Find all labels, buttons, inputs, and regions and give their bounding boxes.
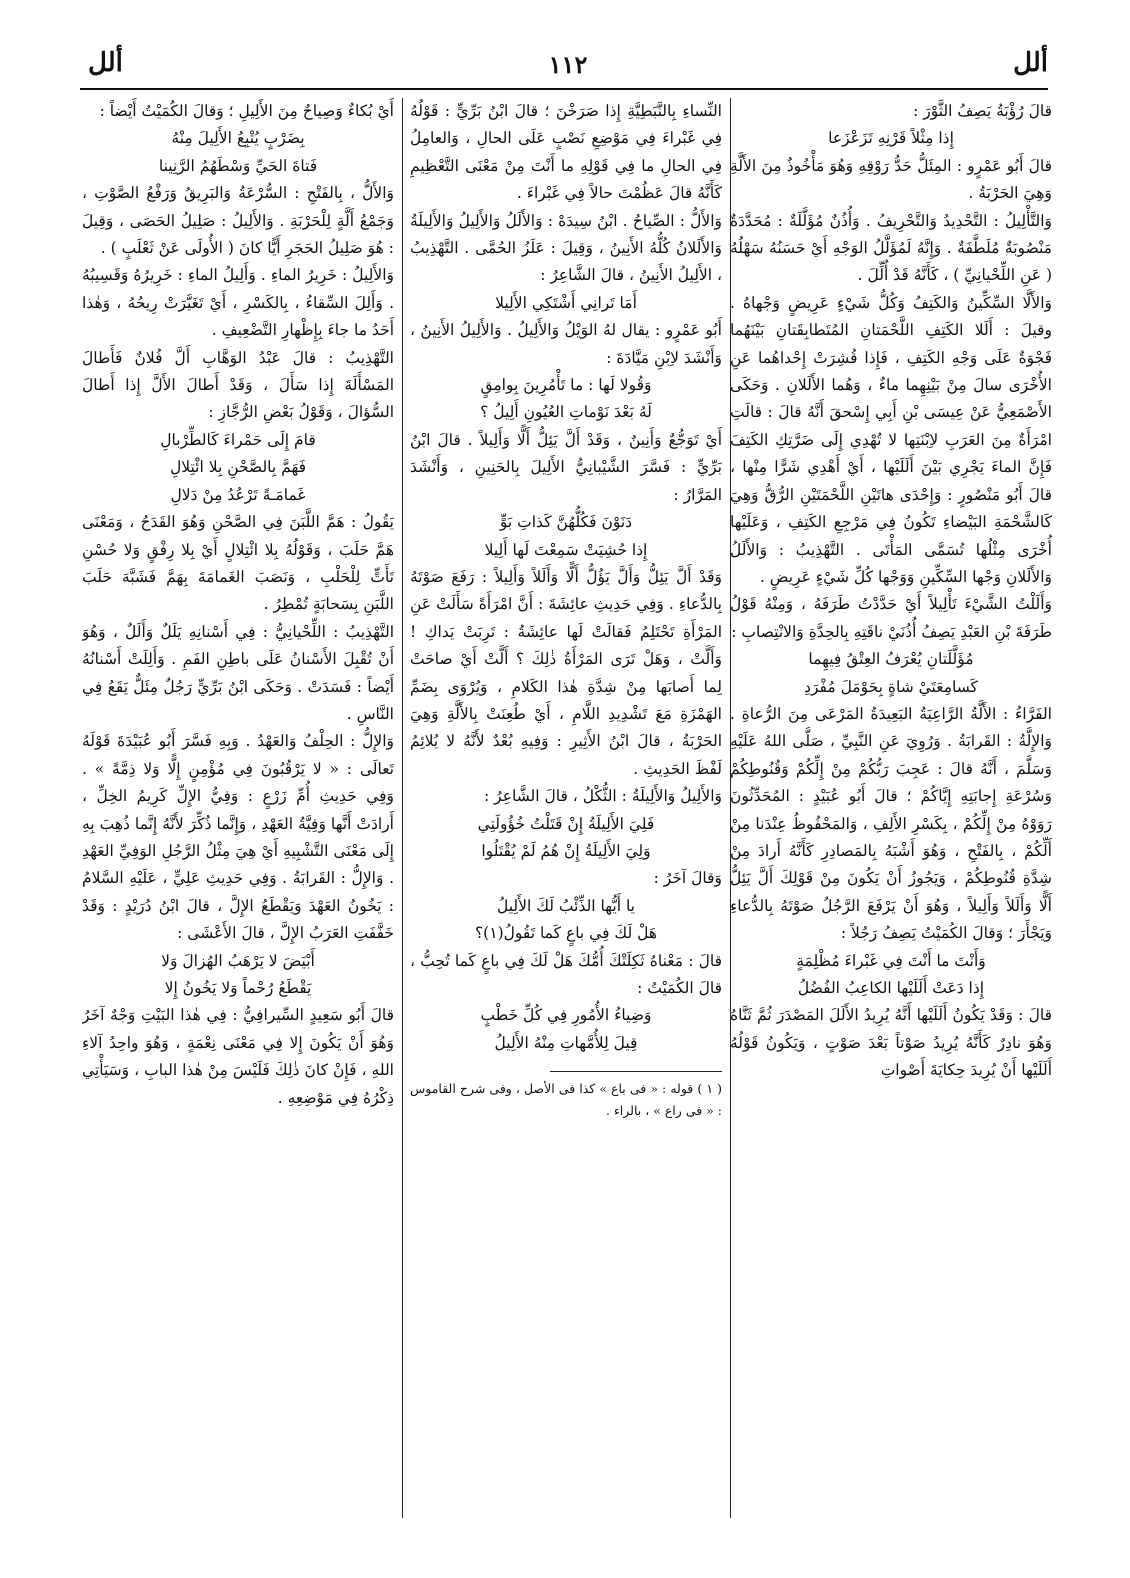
- verse-line: دَنَوْنَ فَكُلُّهُنَّ كَذاتِ بَوٍّ: [499, 513, 633, 532]
- verse-line: مُؤَلَّلَتانِ يُعْرَفُ العِتْقُ فِيهِما: [808, 650, 974, 669]
- text-paragraph: وَالأَلُّ : الصِّياحُ . ابْنُ سِيدَهْ : وَالأَلَلُ وَالأَلِيلُ وَالأَلِيلَةُ وَالأَلَلانُ كُلُّهُ الأَنِينُ ، وَقِيلَ : عَلَزُ الحُمَّى . التَّهْذِيبُ ، الأَلِيلُ الأَنِينُ ، قالَ الشَّاعِرُ :: [410, 211, 722, 285]
- page-number: ١١٢: [548, 50, 588, 79]
- verse-line: لَهُ بَعْدَ نَوْماتِ العُيُونِ أَلِيلُ ؟: [480, 403, 652, 422]
- verse-line: يا أَيُّها الذِّئْبُ لَكَ الأَلِيلُ: [496, 896, 635, 915]
- verse-line: قِيلَ لِلأُمَّهاتِ مِنْهُ الأَلِيلُ: [494, 1033, 638, 1052]
- verse-line: وَقُولا لَها : ما تَأْمُرِينَ بِوامِقٍ: [480, 376, 652, 395]
- text-paragraph: وَالتَّأْلِيلُ : التَّحْدِيدُ وَالتَّحْرِيفُ . وَأُذُنٌ مُؤَلَّلَةٌ : مُحَدَّدَةٌ مَنْصُوبَةٌ مُلَطَّفَةٌ . وَإِنَّهُ لَمُؤَلَّلُ الوَجْهِ أَيْ حَسَنُهُ سَهْلُهُ ( عَنِ اللِّحْيانِيِّ ) ، كَأَنَّهُ قَدْ أُلِّلَ .: [730, 211, 1052, 285]
- verse-line: أَمَا تَرانِي أَشْتَكِي الأَلِيلا: [495, 293, 637, 312]
- column-middle: [410, 98, 722, 1518]
- verse-line: وَلِيَ الأَلِيلَةُ إِنْ هُمُ لَمْ يُقْتَلُوا: [481, 841, 651, 860]
- verse-line: أَبْيَضَ لا يَرْهَبُ الهُزالَ وَلا: [161, 951, 315, 970]
- text-paragraph: وَالأَلُّ ، بِالفَتْحِ : السُّرْعَةُ وَالبَرِيقُ وَرَفْعُ الصَّوْتِ ، وَجَمْعُ أَلَّةٍ لِلْحَرْبَةِ . وَالأَلِيلُ : صَلِيلُ الحَصَى ، وَقِيلَ : هُوَ صَلِيلُ الحَجَرِ أَيًّا كانَ ( الأُولَى عَنْ ثَعْلَبٍ ) .: [82, 184, 394, 258]
- text-paragraph: قالَ أَبُو عَمْرٍو : المِئَلُّ حَدُّ رَوْقِهِ وَهُوَ مَأْخُوذٌ مِنَ الأَلَّةِ وَهِيَ الحَرْبَةُ .: [730, 156, 1052, 203]
- verse-line: بِضَرْبٍ يُتْبِعُ الأَلِيلَ مِنْهُ: [171, 129, 305, 148]
- header-rule: [80, 88, 1048, 90]
- text-paragraph: وَالإِلُّ : الحِلْفُ وَالعَهْدُ . وَبِهِ فَسَّرَ أَبُو عُبَيْدَةَ قَوْلَهُ تَعالَى : « لا يَرْقُبُونَ فِي مُؤْمِنٍ إِلًّا وَلا ذِمَّةً » . وَفِي حَدِيثِ أُمِّ زَرْعٍ : وَفِيُّ الإِلِّ كَرِيمُ الخِلِّ ، أَرادَتْ أَنَّها وَفِيَّةُ العَهْدِ ، وَإِنَّما ذُكِّرَ لأَنَّهُ إِنَّما ذُهِبَ بِهِ إِلَى مَعْنَى التَّشْبِيهِ أَيْ هِيَ مِثْلُ الرَّجُلِ الوَفِيِّ العَهْدِ . وَالإِلُّ : القَرابَةُ . وَفِي حَدِيثِ عَلِيٍّ ، عَلَيْهِ السَّلامُ : يَخُونُ العَهْدَ وَيَقْطَعُ الإِلَّ ، قالَ ابْنُ دُرَيْدٍ : وَقَدْ خَفَّفَتِ العَرَبُ الإِلَّ ، قالَ الأَعْشَى :: [82, 732, 394, 943]
- footnote-rule: [550, 1071, 722, 1072]
- text-paragraph: التَّهْذِيبُ : قالَ عَبْدُ الوَهَّابِ أَلَّ فُلانٌ فَأَطالَ المَسْأَلَةَ إِذا سَأَلَ ، وَقَدْ أَطالَ الأَلَّ إِذا أَطالَ السُّؤالَ ، وَقَوْلُ بَعْضِ الرُّجَّازِ :: [82, 348, 394, 422]
- verse-line: قامَ إِلَى حَمْراءَ كَالطِّرْبالِ: [160, 430, 316, 449]
- footnote: ( ١ ) قوله : « فى باع » كذا فى الأصل ، وفى شرح القاموس : « فى راع » ، بالراء .: [410, 1081, 722, 1119]
- verse-line: يَقْطَعُ رُحْماً وَلا يَخُونُ إِلا: [164, 979, 312, 997]
- headword-left: ألل: [88, 48, 123, 78]
- text-paragraph: أَبُو عَمْرٍو : يقال لهُ الوَيْلُ وَالأَلِيلُ . وَالأَلِيلُ الأَنِينُ ، وَأَنْشَدَ لاِبْنِ مَيَّادَةَ :: [410, 321, 722, 367]
- text-paragraph: قالَ : مَعْناهُ ثَكِلَتْكَ أُمُّكَ هَلْ لَكَ فِي باعٍ كَما تُحِبُّ ، قالَ الكُمَيْتُ :: [410, 951, 722, 997]
- text-paragraph: أَيْ بُكاءٌ وَصِياحٌ مِنَ الأَلِيلِ ؛ وَقالَ الكُمَيْتُ أَيْضاً :: [99, 102, 394, 120]
- verse-line: وَأَنْتَ ما أَنْتَ فِي غَبْراءَ مُظْلِمَةٍ: [796, 951, 986, 970]
- verse-line: هَلْ لَكَ فِي باعٍ كَما تَقُولُ(١)؟: [474, 924, 658, 943]
- text-paragraph: التَّهْذِيبُ : اللِّحْيانِيُّ : فِي أَسْنانِهِ يَلَلٌ وَأَلَلٌ ، وَهُوَ أَنْ تُقْبِلَ الأَسْنانُ عَلَى باطِنِ الفَمِ . وَأَلِلَتْ أَسْنانُهُ أَيْضاً : فَسَدَتْ . وَحَكَى ابْنُ بَرِّيٍّ رَجُلٌ مِئَلٌّ يَقَعُ فِي النَّاسِ .: [82, 622, 394, 723]
- verse-line: كَسامِعَتَيْ شاةٍ بِحَوْمَلَ مُفْرَدِ: [804, 677, 978, 696]
- text-paragraph: قالَ : وَقَدْ يَكُونُ أَلَلَيْها أَنَّهُ يُرِيدُ الأَلَلَ المَصْدَرَ ثُمَّ ثَنَّاهُ وَهُوَ نادِرٌ كَأَنَّهُ يُرِيدُ صَوْتاً بَعْدَ صَوْتٍ ، وَيَكُونُ قَوْلُهُ أَلَلَيْها أَنْ يُرِيدَ حِكايَةَ أَصْواتِ: [730, 1006, 1052, 1080]
- headword-right: ألل: [1013, 48, 1048, 78]
- text-paragraph: وَالأَلِيلُ : خَرِيرُ الماءِ . وَأَلِيلُ الماءِ : خَرِيرُهُ وَقَسِيبُهُ . وَأَلِلَ السِّقاءُ ، بِالكَسْرِ ، أَيْ تَغَيَّرَتْ رِيحُهُ ، وَهٰذا أَحَدُ ما جاءَ بِإِظْهارِ التَّضْعِيفِ .: [82, 266, 394, 340]
- column-divider: [730, 98, 731, 1518]
- verse-line: وَضِياءُ الأُمُورِ فِي كُلِّ خَطْبٍ: [480, 1006, 652, 1025]
- column-left: [82, 98, 394, 1518]
- verse-line: فَلِيَ الأَلِيلَةُ إِنْ قَتَلْتُ خُؤُولَتِي: [477, 814, 655, 833]
- text-paragraph: أَيْ تَوَجُّعٌ وَأَنِينٌ ، وَقَدْ أَلَّ يَئِلُّ أَلًّا وَأَلِيلاً . قالَ ابْنُ بَرِّيٍّ : فَسَّرَ الشَّيْبانِيُّ الأَلِيلَ بِالحَنِينِ ، وَأَنْشَدَ المَرَّارُ :: [410, 430, 722, 504]
- text-paragraph: الفَرَّاءُ : الأَلَّةُ الرَّاعِيَةُ البَعِيدَةُ المَرْعَى مِنَ الرُّعاةِ . وَالإِلَّةُ : القَرابَةُ . وَرُوِيَ عَنِ النَّبِيِّ ، صَلَّى اللهُ عَلَيْهِ وَسَلَّمَ ، أَنَّهُ قالَ : عَجِبَ رَبُّكُمْ مِنْ إِلِّكُمْ وَقُنُوطِكُمْ وَسُرْعَةِ إِجابَتِهِ إِيَّاكُمْ ؛ قالَ أَبُو عُبَيْدٍ : المُحَدِّثُونَ رَوَوْهُ مِنْ إِلِّكُمْ ، بِكَسْرِ الأَلِفِ ، وَالمَحْفُوظُ عِنْدَنا مِنْ أَلِّكُمْ ، بِالفَتْحِ ، وَهُوَ أَشْبَهُ بِالمَصادِرِ كَأَنَّهُ أَرادَ مِنْ شِدَّةِ قُنُوطِكُمْ ، وَيَجُوزُ أَنْ يَكُونَ مِنْ قَوْلِكَ أَلَّ يَئِلُّ أَلًّا وَأَلَلاً وَأَلِيلاً ، وَهُوَ أَنْ يَرْفَعَ الرَّجُلُ صَوْتَهُ بِالدُّعاءِ وَيَجْأَرَ ؛ وَقالَ الكُمَيْتُ يَصِفُ رَجُلاً :: [730, 704, 1052, 943]
- verse-line: إِذا دَعَتْ أَلَلَيْها الكاعِبُ الفُضُلُ: [797, 979, 985, 997]
- column-right: [730, 98, 1052, 1518]
- verse-line: إِذا مِثْلاً قَرْنِهِ تَزَعْزَعا: [828, 129, 954, 148]
- verse-line: فَهَمَّ بِالصَّحْنِ بِلا ائْتِلالِ: [169, 458, 307, 477]
- text-paragraph: يَقُولُ : هَمَّ اللَّبَنَ فِي الصَّحْنِ وَهُوَ القَدَحُ ، وَمَعْنَى هَمَّ حَلَبَ ، وَقَوْلُهُ بِلا ائْتِلالٍ أَيْ بِلا رِفْقٍ وَلا حُسْنِ تَأَتٍّ لِلْحَلْبِ ، وَنَصَبَ الغَمامَةَ بِهَمَّ فَشَبَّهَ حَلَبَ اللَّبَنِ بِسَحابَةٍ تُمْطِرُ .: [82, 513, 394, 614]
- page-header: [88, 48, 1048, 88]
- text-paragraph: قالَ أَبُو سَعِيدٍ السِّيرافِيُّ : فِي هٰذا البَيْتِ وَجْهٌ آخَرُ وَهُوَ أَنْ يَكُونَ إِلا فِي مَعْنَى نِعْمَةٍ ، وَهُوَ واحِدُ آلاءِ اللهِ ، فَإِنْ كانَ ذٰلِكَ فَلَيْسَ مِنْ هٰذا البابِ ، وَسَيَأْتِي ذِكْرُهُ فِي مَوْضِعِهِ .: [82, 1006, 394, 1107]
- text-paragraph: وَقَدْ أَلَّ يَئِلُّ وَأَلَّ يَؤُلُّ أَلًّا وَأَلَلاً وَأَلِيلاً : رَفَعَ صَوْتَهُ بِالدُّعاءِ . وَفِي حَدِيثِ عائِشَةَ : أَنَّ امْرَأَةً سَأَلَتْ عَنِ المَرْأَةِ تَحْتَلِمُ فَقالَتْ لَها عائِشَةُ : تَرِبَتْ يَداكِ ! وَأَلَّتْ ، وَهَلْ تَرَى المَرْأَةُ ذٰلِكَ ؟ أَلَّتْ أَيْ صاحَتْ لِما أَصابَها مِنْ شِدَّةِ هٰذا الكَلامِ ، وَيُرْوَى بِضَمِّ الهَمْزَةِ مَعَ تَشْدِيدِ اللَّامِ ، أَيْ طُعِنَتْ بِالأَلَّةِ وَهِيَ الحَرْبَةُ ، قالَ ابْنُ الأَثِيرِ : وَفِيهِ بُعْدٌ لأَنَّهُ لا يُلائِمُ لَفْظَ الحَدِيثِ .: [410, 567, 722, 778]
- verse-line: غَمامَـةً تَرْعُدُ مِنْ دَلالِ: [170, 485, 306, 504]
- verse-line: فَتاةَ الحَيِّ وَسْطَهُمُ الرَّنِينا: [158, 156, 318, 175]
- text-paragraph: النِّساءِ بِالنَّبَطِيَّةِ إِذا صَرَخْنَ ؛ قالَ ابْنُ بَرِّيٍّ : قَوْلُهُ فِي غَبْراءَ فِي مَوْضِعِ نَصْبٍ عَلَى الحالِ ، وَالعامِلُ فِي الحالِ ما فِي قَوْلِهِ ما أَنْتَ مِنْ مَعْنَى التَّعْظِيمِ كَأَنَّهُ قالَ عَظُمْتَ حالاً فِي غَبْراءَ .: [410, 102, 722, 203]
- text-paragraph: وَأَلَلْتُ الشَّيْءَ تَأْلِيلاً أَيْ حَدَّدْتُ طَرَفَهُ ، وَمِنْهُ قَوْلُ طَرَفَةَ بْنِ العَبْدِ يَصِفُ أُذُنَيْ ناقَتِهِ بِالحِدَّةِ وَالانْتِصابِ :: [730, 595, 1052, 641]
- text-paragraph: قالَ رُؤْبَةُ يَصِفُ الثَّوْرَ :: [913, 102, 1052, 120]
- text-paragraph: وَقالَ آخَرُ :: [653, 869, 722, 888]
- verse-line: إِذا حُشِيَتْ سَمِعْتَ لَها أَلِيلا: [484, 540, 648, 559]
- text-paragraph: وَالأَلِيلُ وَالأَلِيلَةُ : الثُّكْلُ ، قالَ الشَّاعِرُ :: [484, 787, 722, 806]
- text-paragraph: وَالأَلَّا السِّكِّينُ وَالكَتِفُ وَكُلُّ شَيْءٍ عَرِيضٍ وَجْهاهُ . وقيلَ : أَلَلا الكَتِفِ اللَّحْمَتانِ المُتَطابِقَتانِ بَيْنَهُما فَجْوَةٌ عَلَى وَجْهِ الكَتِفِ ، فَإِذا قُشِرَتْ إِحْداهُما عَنِ الأُخْرَى سالَ مِنْ بَيْنِهِما ماءٌ ، وَهُما الأَلَلانِ . وَحَكَى الأَصْمَعِيُّ عَنْ عِيسَى بْنِ أَبِي إِسْحقَ أَنَّهُ قالَ : قالَتِ امْرَأَةٌ مِنَ العَرَبِ لاِبْنَتِها لا تُهْدِي إِلَى ضَرَّتِكِ الكَتِفَ فَإِنَّ الماءَ يَجْرِي بَيْنَ أَلَلَيْها ، أَيْ أَهْدِي شَرًّا مِنْها ، قالَ أَبُو مَنْصُورٍ : وَإِحْدَى هاتَيْنِ اللَّحْمَتَيْنِ الرُّقُّ وَهِيَ كَالشَّحْمَةِ البَيْضاءِ تَكُونُ فِي مَرْجِعِ الكَتِفِ ، وَعَلَيْها أُخْرَى مِثْلُها تُسَمَّى المَأْتَى . التَّهْذِيبُ : وَالأَلَلُ وَالأَلَلانِ وَجْها السِّكِّينِ وَوَجْها كُلِّ شَيْءٍ عَرِيضٍ .: [730, 293, 1052, 586]
- column-divider: [402, 98, 403, 1518]
